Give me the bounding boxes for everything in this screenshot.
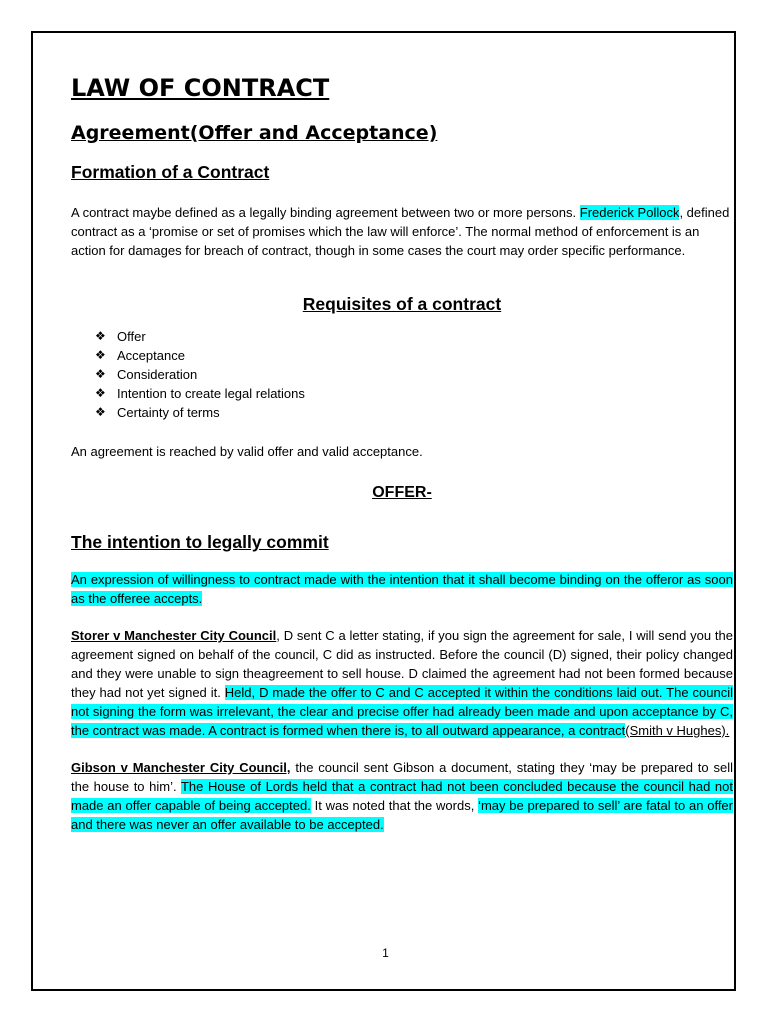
list-item: ❖ Offer xyxy=(95,329,146,344)
gibson-fatal-highlight: ‘may be prepared to sell’ are fatal to an offer and there was never an offer available to be accepted. xyxy=(71,798,733,832)
document-subtitle: Agreement(Offer and Acceptance) xyxy=(71,122,438,144)
diamond-bullet-icon: ❖ xyxy=(95,405,106,419)
gibson-note: It was noted that the words, xyxy=(310,798,479,813)
requisites-heading: Requisites of a contract xyxy=(302,294,502,314)
gibson-held-highlight: The House of Lords held that a contract had not been concluded because the council had not made an offer capable of being accepted. xyxy=(71,779,734,813)
diamond-bullet-icon: ❖ xyxy=(95,329,106,343)
agreement-line: An agreement is reached by valid offer and valid acceptance. xyxy=(71,444,423,459)
gibson-facts: the council sent Gibson a document, stating they ‘may be prepared to sell the house to him’. xyxy=(71,760,733,794)
storer-held-highlight: Held, D made the offer to C and C accepted it within the conditions laid out. The council not signing the form was irrelevant, the clear and precise offer had already been made and upon acceptance by C, the contract was made. A contract is formed when there is, to all outward appearance, a contract xyxy=(71,685,733,738)
formation-text-2: , defined contract as a ‘promise or set of promises which the law will enforce’. The normal method of enforcement is an action for damages for breach of contract, though in some cases the court may order specific performance. xyxy=(71,205,730,258)
pollock-highlight: Frederick Pollock xyxy=(579,205,680,220)
gibson-paragraph xyxy=(71,758,733,834)
formation-heading: Formation of a Contract xyxy=(71,162,270,182)
gibson-case-name: Gibson v Manchester City Council, xyxy=(71,760,291,775)
intention-highlight: An expression of willingness to contract made with the intention that it shall become binding on the offeror as soon as the offeree accepts. xyxy=(71,572,733,606)
list-item: ❖ Acceptance xyxy=(95,348,185,363)
diamond-bullet-icon: ❖ xyxy=(95,367,106,381)
list-item: ❖ Intention to create legal relations xyxy=(95,386,305,401)
requisites-list xyxy=(71,327,733,422)
offer-heading: OFFER- xyxy=(372,484,432,501)
page-number: 1 xyxy=(382,946,389,960)
storer-facts: , D sent C a letter stating, if you sign the agreement for sale, I will send you the agreement signed on behalf of the council, C did as instructed. Before the council (D) signed, their policy changed and they were unable to sign theagreement to sell house. D claimed the agreement had not been formed because they had not yet signed it. xyxy=(71,628,733,700)
list-item: ❖ Consideration xyxy=(95,367,198,382)
document-title: LAW OF CONTRACT xyxy=(71,74,330,102)
formation-paragraph xyxy=(71,203,733,260)
list-item: ❖ Certainty of terms xyxy=(95,405,220,420)
storer-paragraph xyxy=(71,626,733,740)
diamond-bullet-icon: ❖ xyxy=(95,386,106,400)
smith-v-hughes-ref: (Smith v Hughes). xyxy=(625,723,730,738)
intention-paragraph xyxy=(71,570,733,608)
diamond-bullet-icon: ❖ xyxy=(95,348,106,362)
formation-text-1: A contract maybe defined as a legally binding agreement between two or more persons. xyxy=(71,205,580,220)
intention-heading: The intention to legally commit xyxy=(71,532,329,552)
document-content xyxy=(71,70,733,834)
storer-case-name: Storer v Manchester City Council xyxy=(71,628,277,643)
